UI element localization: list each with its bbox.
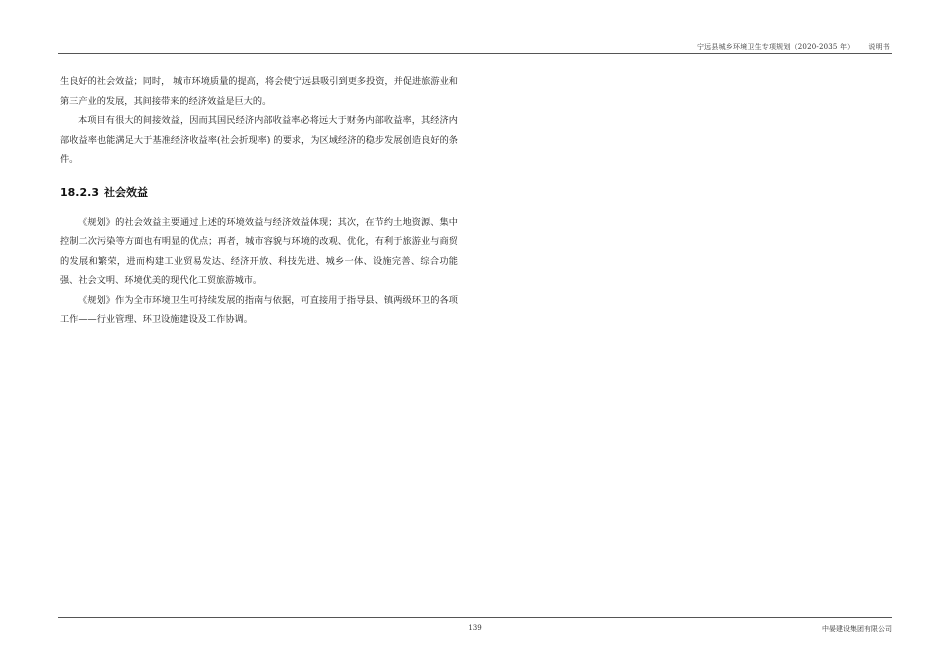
section-heading <box>60 186 458 200</box>
document-type: 说明书 <box>868 43 890 51</box>
company-name: 中晏建设集团有限公司 <box>822 625 892 633</box>
section-title: 社会效益 <box>103 185 148 199</box>
body-paragraph: 本项目有很大的间接效益，因而其国民经济内部收益率必将远大于财务内部收益率，其经济内部收益率也能满足大于基准经济收益率(社会折现率) 的要求，为区域经济的稳步发展创造良好的条件。 <box>60 115 458 165</box>
running-header <box>697 42 890 52</box>
body-paragraph: 《规划》的社会效益主要通过上述的环境效益与经济效益体现；其次，在节约土地资源、集中控制二次污染等方面也有明显的优点；再者，城市容貌与环境的改观、优化，有利于旅游业与商贸的发展和繁荣，进而构建工业贸易发达、经济开放、科技先进、城乡一体、设施完善、综合功能强、社会文明、环境优美的现代化工贸旅游城市。 <box>60 216 458 286</box>
page-number: 139 <box>468 624 482 632</box>
footer-divider <box>58 617 892 618</box>
page-body <box>60 72 458 330</box>
body-paragraph-continued: 生良好的社会效益；同时， 城市环境质量的提高，将会使宁远县吸引到更多投资，并促进旅游业和第三产业的发展，其间接带来的经济效益是巨大的。 <box>60 76 458 107</box>
document-title: 宁远县城乡环境卫生专项规划（2020-2035 年） <box>696 43 855 51</box>
section-number: 18.2.3 <box>60 185 99 199</box>
header-divider <box>58 53 892 54</box>
body-paragraph: 《规划》作为全市环境卫生可持续发展的指南与依据，可直接用于指导县、镇两级环卫的各项工作——行业管理、环卫设施建设及工作协调。 <box>60 294 458 325</box>
